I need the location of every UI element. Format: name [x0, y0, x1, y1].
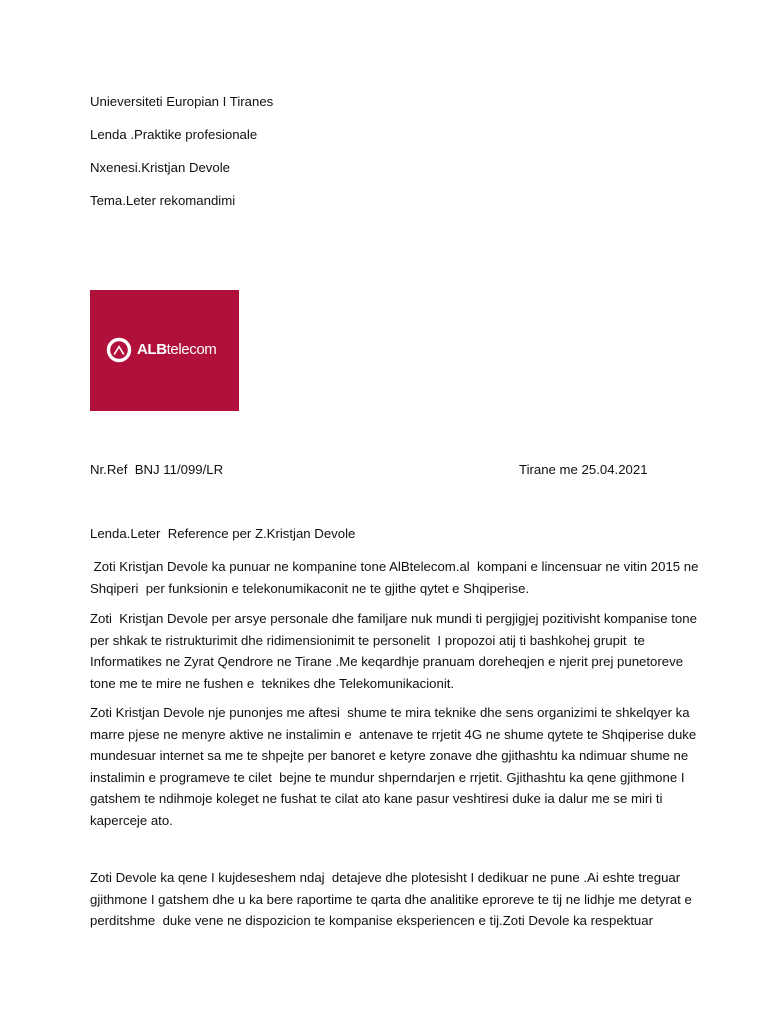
paragraph-line: per shkak te ristrukturimit dhe ridimensionimit te personelit I propozoi atij ti bashkohej grupit te	[90, 632, 645, 648]
paragraph-line: tone me te mire ne fushen e teknikes dhe Telekomunikacionit.	[90, 675, 455, 691]
paragraph-1	[90, 556, 699, 599]
subject-line: Lenda .Praktike profesionale	[90, 127, 258, 142]
paragraph-3	[90, 702, 697, 832]
paragraph-line: Zoti Kristjan Devole nje punonjes me aftesi shume te mira teknike dhe sens organizimi te shkelqyer ka	[90, 705, 690, 720]
place-date: Tirane me 25.04.2021	[519, 462, 648, 477]
reference-number: Nr.Ref BNJ 11/099/LR	[90, 462, 224, 477]
albtelecom-logo	[90, 290, 239, 411]
student-line: Nxenesi.Kristjan Devole	[90, 160, 230, 175]
topic-line: Tema.Leter rekomandimi	[90, 193, 236, 208]
letter-subject: Lenda.Leter Reference per Z.Kristjan Devole	[90, 526, 356, 541]
paragraph-line: Zoti Kristjan Devole per arsye personale dhe familjare nuk mundi ti pergjigjej pozitivisht kompanise tone	[90, 611, 697, 626]
paragraph-line: marre pjese ne menyre aktive ne instalimin e antenave te rrjetit 4G ne shume qytete te Shqiperise duke	[90, 726, 697, 742]
paragraph-4	[90, 867, 690, 932]
logo-wordmark	[137, 339, 216, 361]
paragraph-line: Zoti Kristjan Devole ka punuar ne kompanine tone AlBtelecom.al kompani e lincensuar ne vitin 2015 ne	[90, 559, 699, 574]
logo-brand-bold: ALB	[137, 341, 167, 358]
paragraph-line: Shqiperi per funksionin e telekonumikaconit ne te gjithe qytet e Shqiperise.	[90, 580, 530, 596]
university-line: Unieversiteti Europian I Tiranes	[90, 94, 274, 109]
paragraph-line: perditshme duke vene ne dispozicion te kompanise eksperiencen e tij.Zoti Devole ka respektuar	[90, 913, 653, 929]
paragraph-line: instalimin e programeve te cilet bejne te mundur shperndarjen e rrjetit. Gjithashtu ka qene gjithmone I	[90, 769, 685, 785]
paragraph-line: gjithmone I gatshem dhe u ka bere raportime te qarta dhe analitike eproreve te tij ne lidhje me detyrat e	[90, 891, 692, 907]
paragraph-line: Informatikes ne Zyrat Qendrore ne Tirane .Me keqardhje pranuam doreheqjen e njerit prej punetoreve	[90, 654, 684, 670]
paragraph-line: gatshem te ndihmoje koleget ne fushat te cilat ato kane pasur veshtiresi duke ia dalur me se miri ti	[90, 791, 663, 807]
paragraph-line: kaperceje ato.	[90, 812, 173, 828]
logo-brand-light: telecom	[166, 341, 217, 358]
paragraph-line: Zoti Devole ka qene I kujdeseshem ndaj detajeve dhe plotesisht I dedikuar ne pune .Ai eshte treguar	[90, 870, 681, 885]
paragraph-2	[90, 608, 697, 694]
paragraph-line: mundesuar internet sa me te shpejte per banoret e ketyre zonave dhe gjithashtu ka ndimuar shume ne	[90, 748, 689, 764]
albtelecom-ring-icon	[106, 337, 132, 363]
